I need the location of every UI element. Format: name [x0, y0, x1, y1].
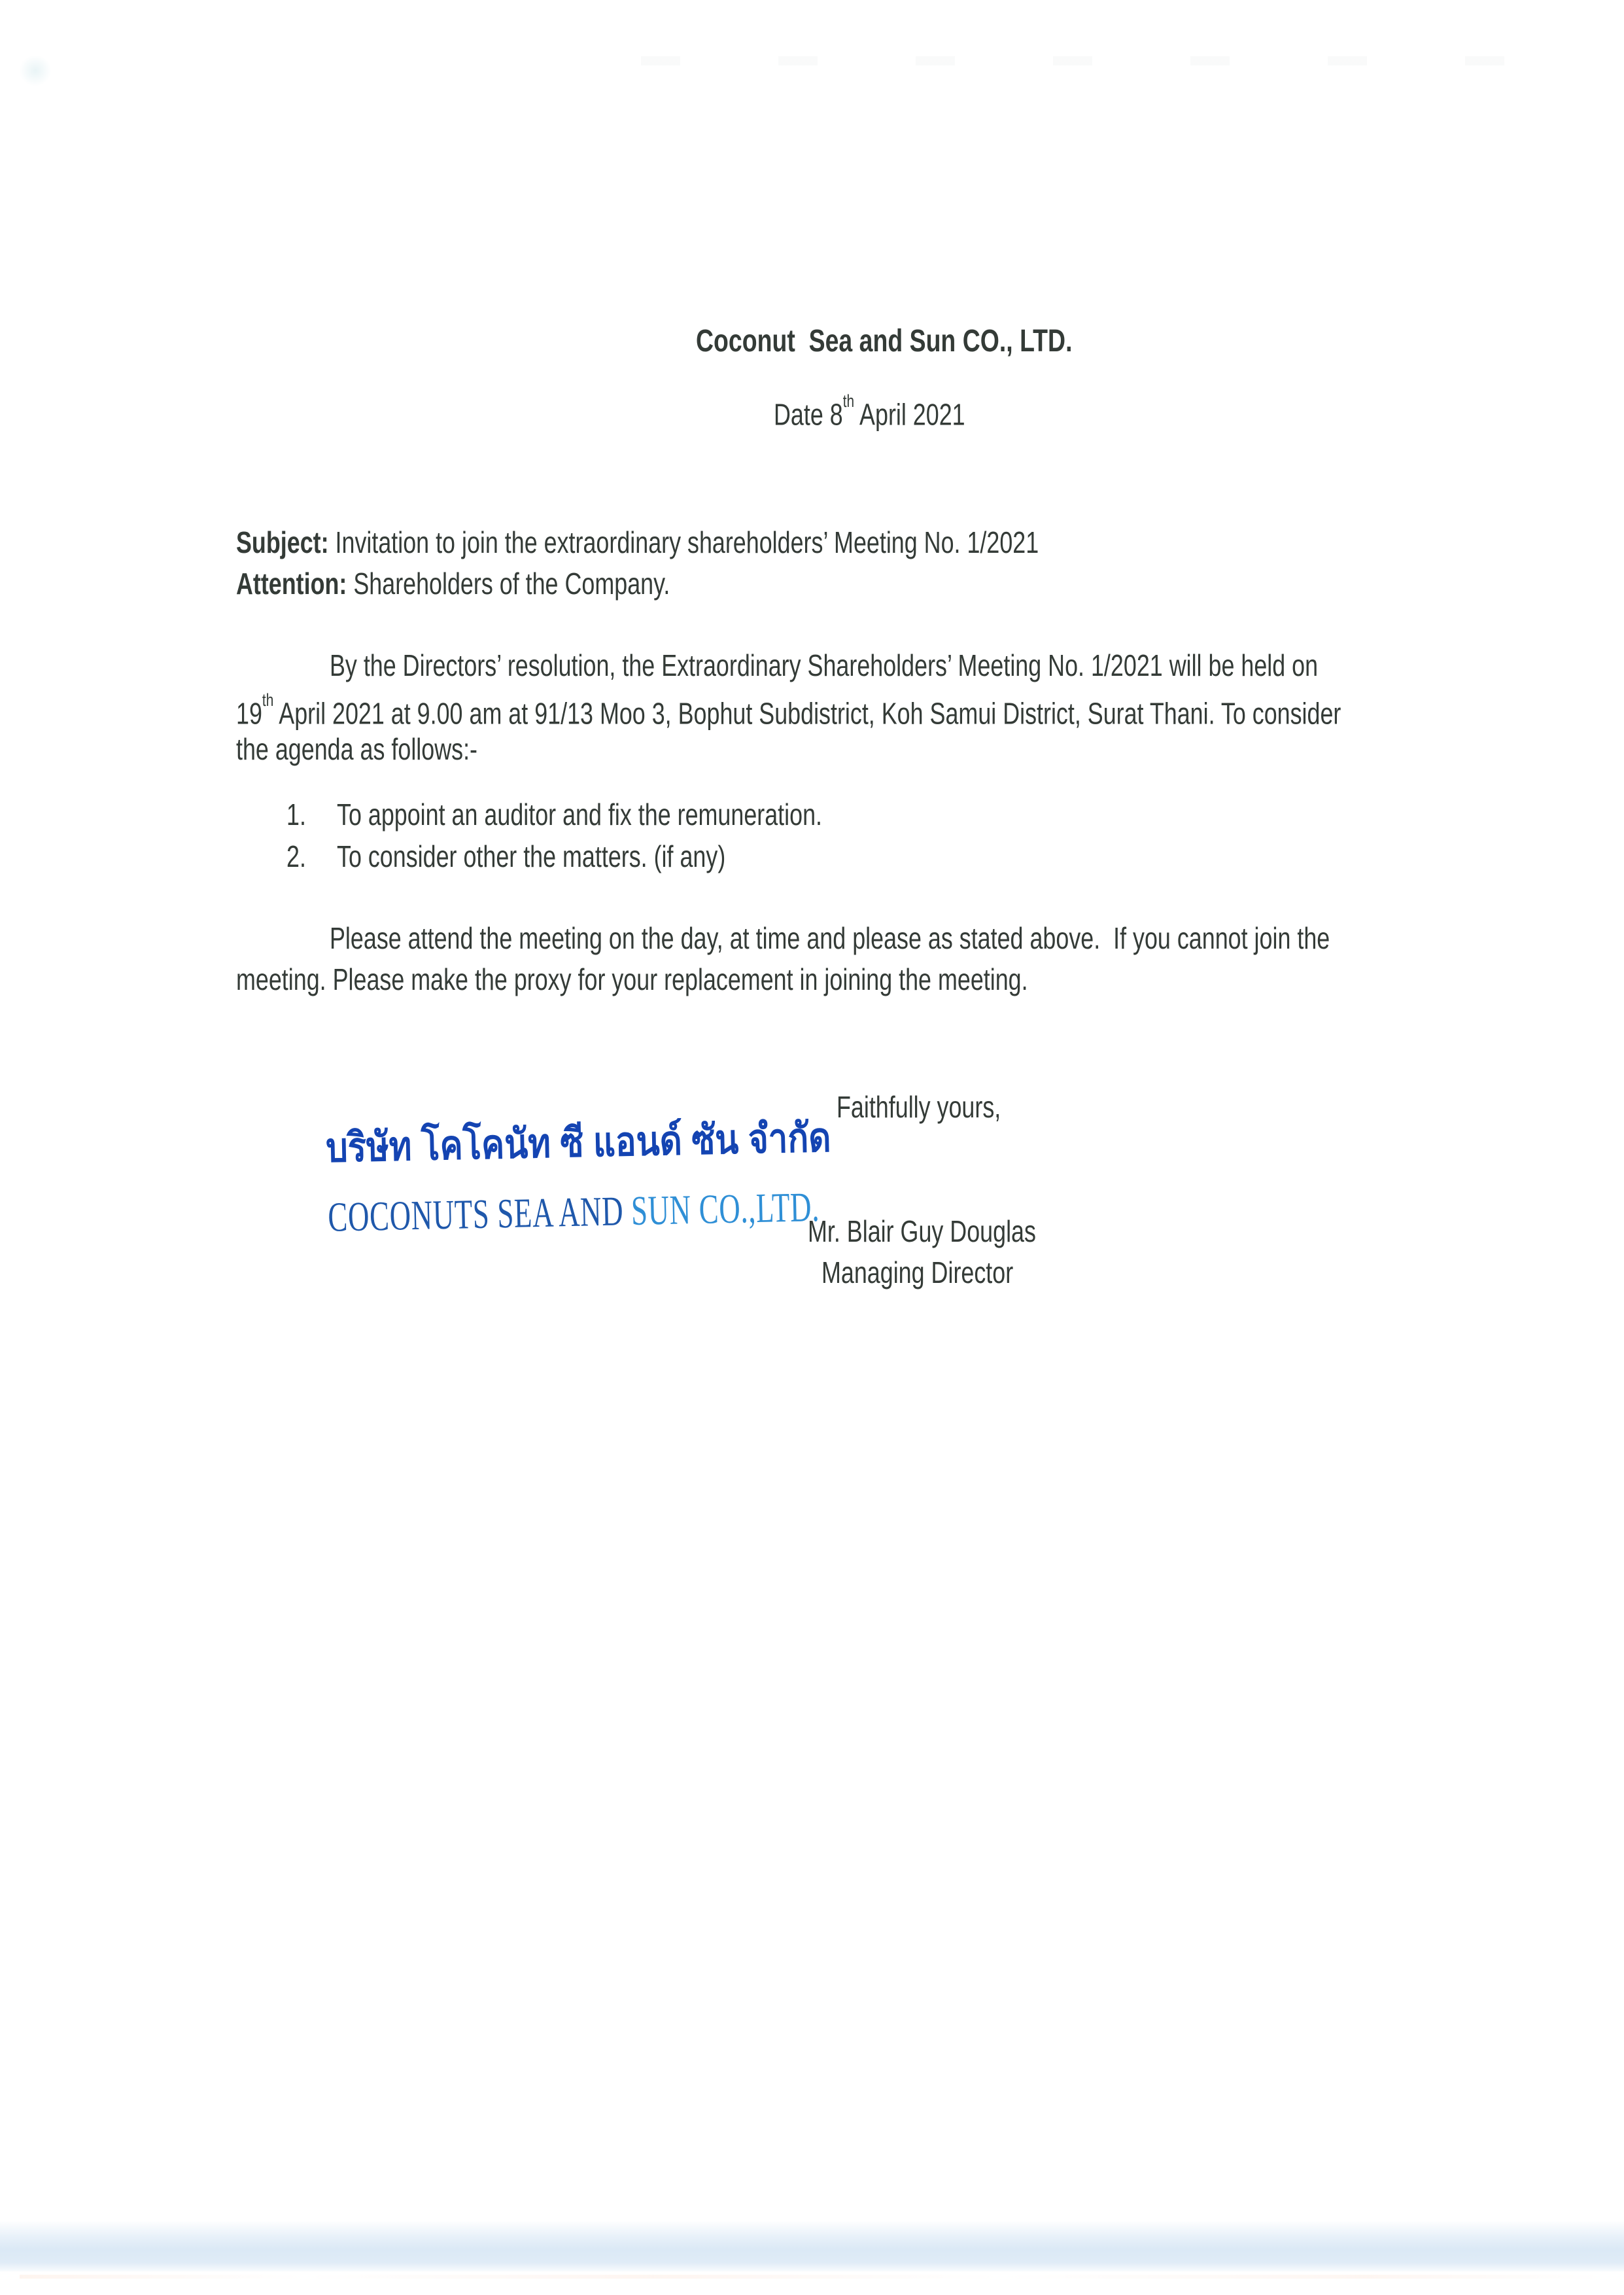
- paragraph2-line2: meeting. Please make the proxy for your replacement in joining the meeting.: [236, 962, 1028, 996]
- meeting-day: 19: [236, 696, 263, 731]
- scan-smudge-artifact: [16, 52, 54, 89]
- stamp-english-light: SUN CO.,LTD.: [631, 1183, 820, 1235]
- attention-text: Shareholders of the Company.: [347, 567, 670, 601]
- scan-warm-line-artifact: [20, 2275, 1602, 2279]
- closing-line: Faithfully yours,: [837, 1090, 1001, 1124]
- paragraph1-line1: By the Directors’ resolution, the Extraordinary Shareholders’ Meeting No. 1/2021 will be held on: [330, 648, 1319, 682]
- agenda-item-2-number: 2.: [286, 839, 307, 873]
- paragraph1-line3: the agenda as follows:-: [236, 732, 478, 766]
- date-ordinal-suffix: th: [842, 391, 855, 411]
- attention-label: Attention:: [236, 567, 347, 601]
- date-line: [740, 351, 1019, 471]
- scan-blue-band-artifact: [0, 2222, 1624, 2271]
- signatory-title: Managing Director: [821, 1255, 1014, 1289]
- subject-label: Subject:: [236, 525, 329, 559]
- stamp-english-dark: COCONUTS SEA AND: [327, 1187, 632, 1240]
- date-post: April 2021: [854, 397, 965, 432]
- scan-noise-artifact: [641, 56, 1570, 65]
- meeting-details: April 2021 at 9.00 am at 91/13 Moo 3, Bophut Subdistrict, Koh Samui District, Surat Thani. To consider: [273, 696, 1341, 731]
- paragraph2-line1: Please attend the meeting on the day, at time and please as stated above. If you cannot join the: [330, 921, 1330, 955]
- stamp-thai-line: บริษัท โคโคนัท ซี แอนด์ ซัน จำกัด: [325, 1115, 832, 1171]
- company-title-text: Coconut Sea and Sun CO., LTD.: [696, 324, 1073, 359]
- meeting-day-ordinal-suffix: th: [262, 690, 274, 710]
- signatory-name: Mr. Blair Guy Douglas: [808, 1214, 1037, 1248]
- company-stamp: [257, 1066, 832, 1240]
- subject-text: Invitation to join the extraordinary shareholders’ Meeting No. 1/2021: [328, 525, 1039, 559]
- agenda-item-2-text: To consider other the matters. (if any): [337, 839, 726, 873]
- agenda-item-1-number: 1.: [286, 797, 307, 832]
- agenda-item-1-text: To appoint an auditor and fix the remuneration.: [337, 797, 823, 832]
- date-pre: Date 8: [774, 397, 843, 432]
